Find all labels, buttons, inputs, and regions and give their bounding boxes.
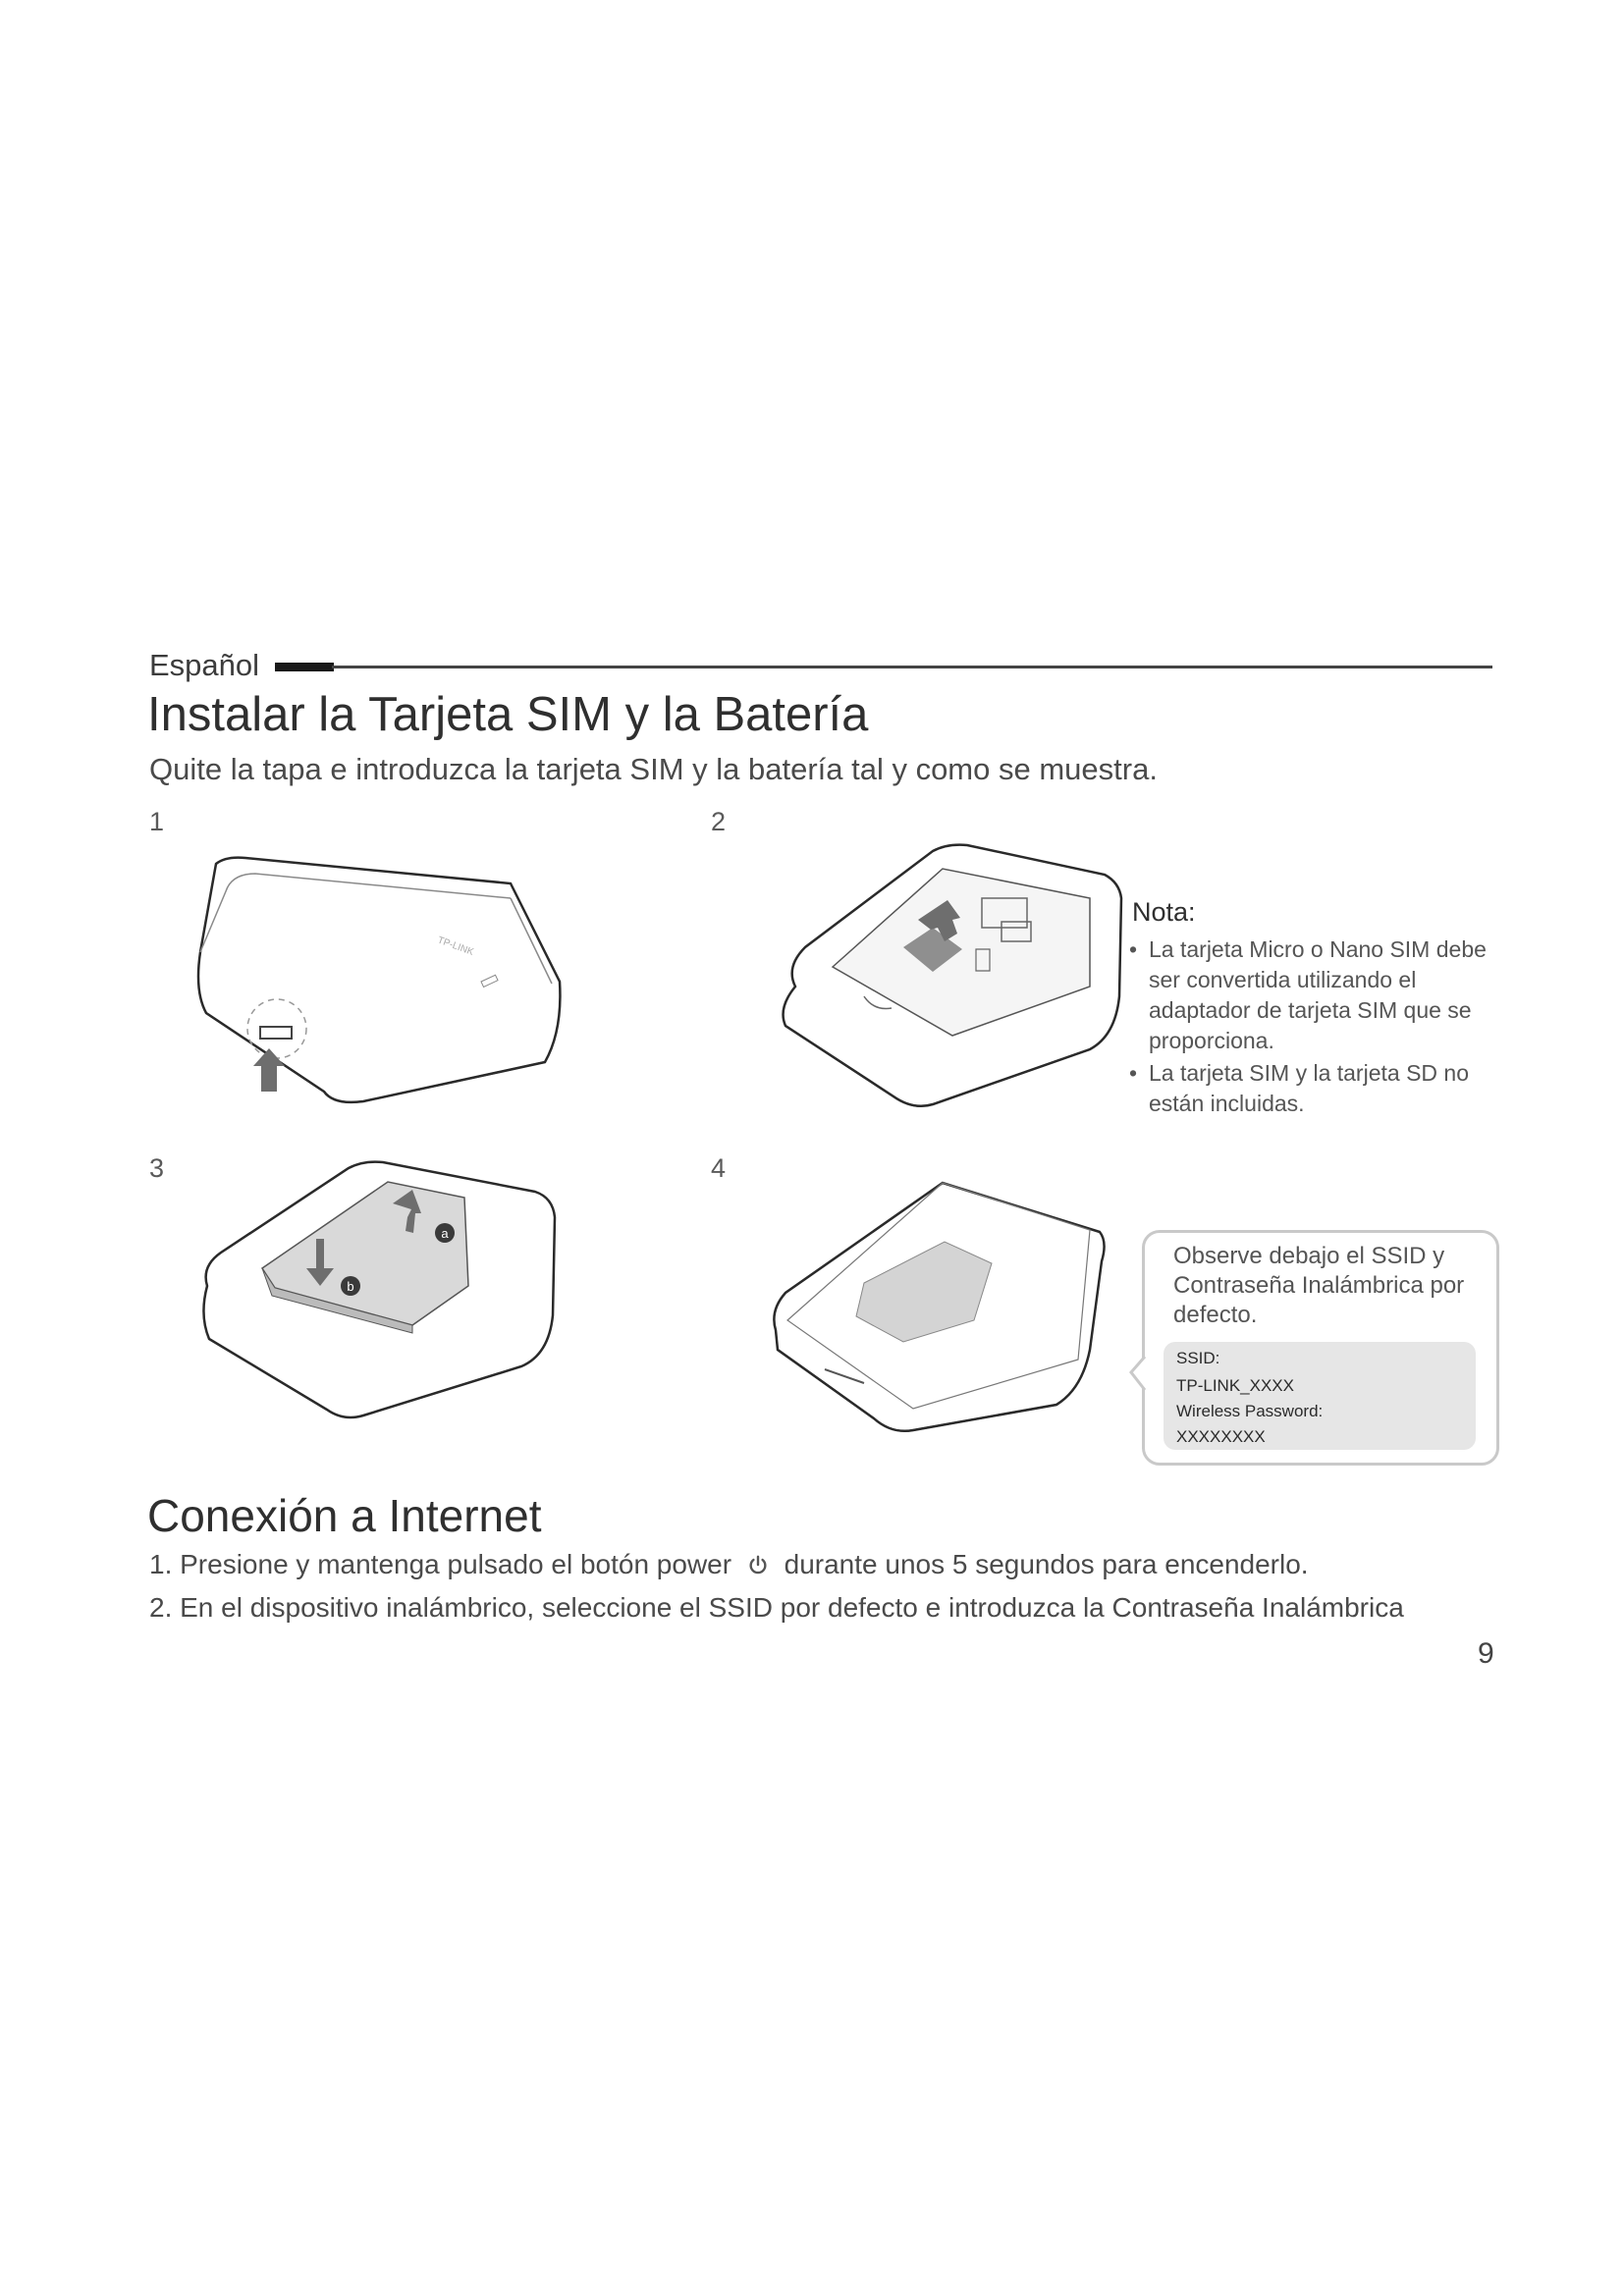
figure-insert-sim	[766, 839, 1139, 1114]
connect-step-1: 1. Presione y mantenga pulsado el botón power durante unos 5 segundos para encenderlo.	[149, 1549, 1309, 1579]
section-subtitle-install: Quite la tapa e introduzca la tarjeta SIM y la batería tal y como se muestra.	[149, 752, 1158, 786]
callout-text: Observe debajo el SSID y Contraseña Inalámbrica por defecto.	[1173, 1243, 1465, 1328]
connect-step-2: 2. En el dispositivo inalámbrico, seleccione el SSID por defecto e introduzca la Contraseña Inalámbrica	[149, 1592, 1404, 1623]
cover-notch-highlight	[247, 999, 306, 1058]
header-rule	[332, 666, 1492, 668]
note-item: • La tarjeta Micro o Nano SIM debe ser convertida utilizando el adaptador de tarjeta SIM que se proporciona.	[1129, 936, 1487, 1053]
password-label: Wireless Password:	[1176, 1402, 1324, 1420]
header-rule-accent	[275, 663, 334, 671]
page-number: 9	[1478, 1637, 1494, 1670]
language-label: Español	[149, 648, 260, 682]
step-number-3: 3	[149, 1153, 165, 1183]
step-number-4: 4	[711, 1153, 727, 1183]
ssid-value: TP-LINK_XXXX	[1176, 1376, 1294, 1395]
step-number-2: 2	[711, 807, 727, 836]
section-title-install: Instalar la Tarjeta SIM y la Batería	[147, 688, 869, 741]
password-value: XXXXXXXX	[1176, 1427, 1266, 1446]
device-brand-text: TP-LINK	[435, 934, 475, 958]
label-b: b	[347, 1279, 354, 1294]
callout-pointer	[1129, 1355, 1149, 1394]
note-item: • La tarjeta SIM y la tarjeta SD no están incluidas.	[1129, 1060, 1469, 1116]
figure-device-label	[766, 1173, 1110, 1438]
label-a: a	[441, 1226, 449, 1241]
arrow-up-icon	[253, 1048, 285, 1092]
note-title: Nota:	[1132, 897, 1196, 927]
step-number-1: 1	[149, 807, 165, 836]
figure-insert-battery	[191, 1158, 574, 1423]
note-list	[1127, 934, 1517, 1119]
ssid-label: SSID:	[1176, 1349, 1220, 1367]
figure-remove-cover	[187, 834, 569, 1109]
section-title-connect: Conexión a Internet	[147, 1490, 542, 1541]
power-icon	[747, 1555, 769, 1576]
